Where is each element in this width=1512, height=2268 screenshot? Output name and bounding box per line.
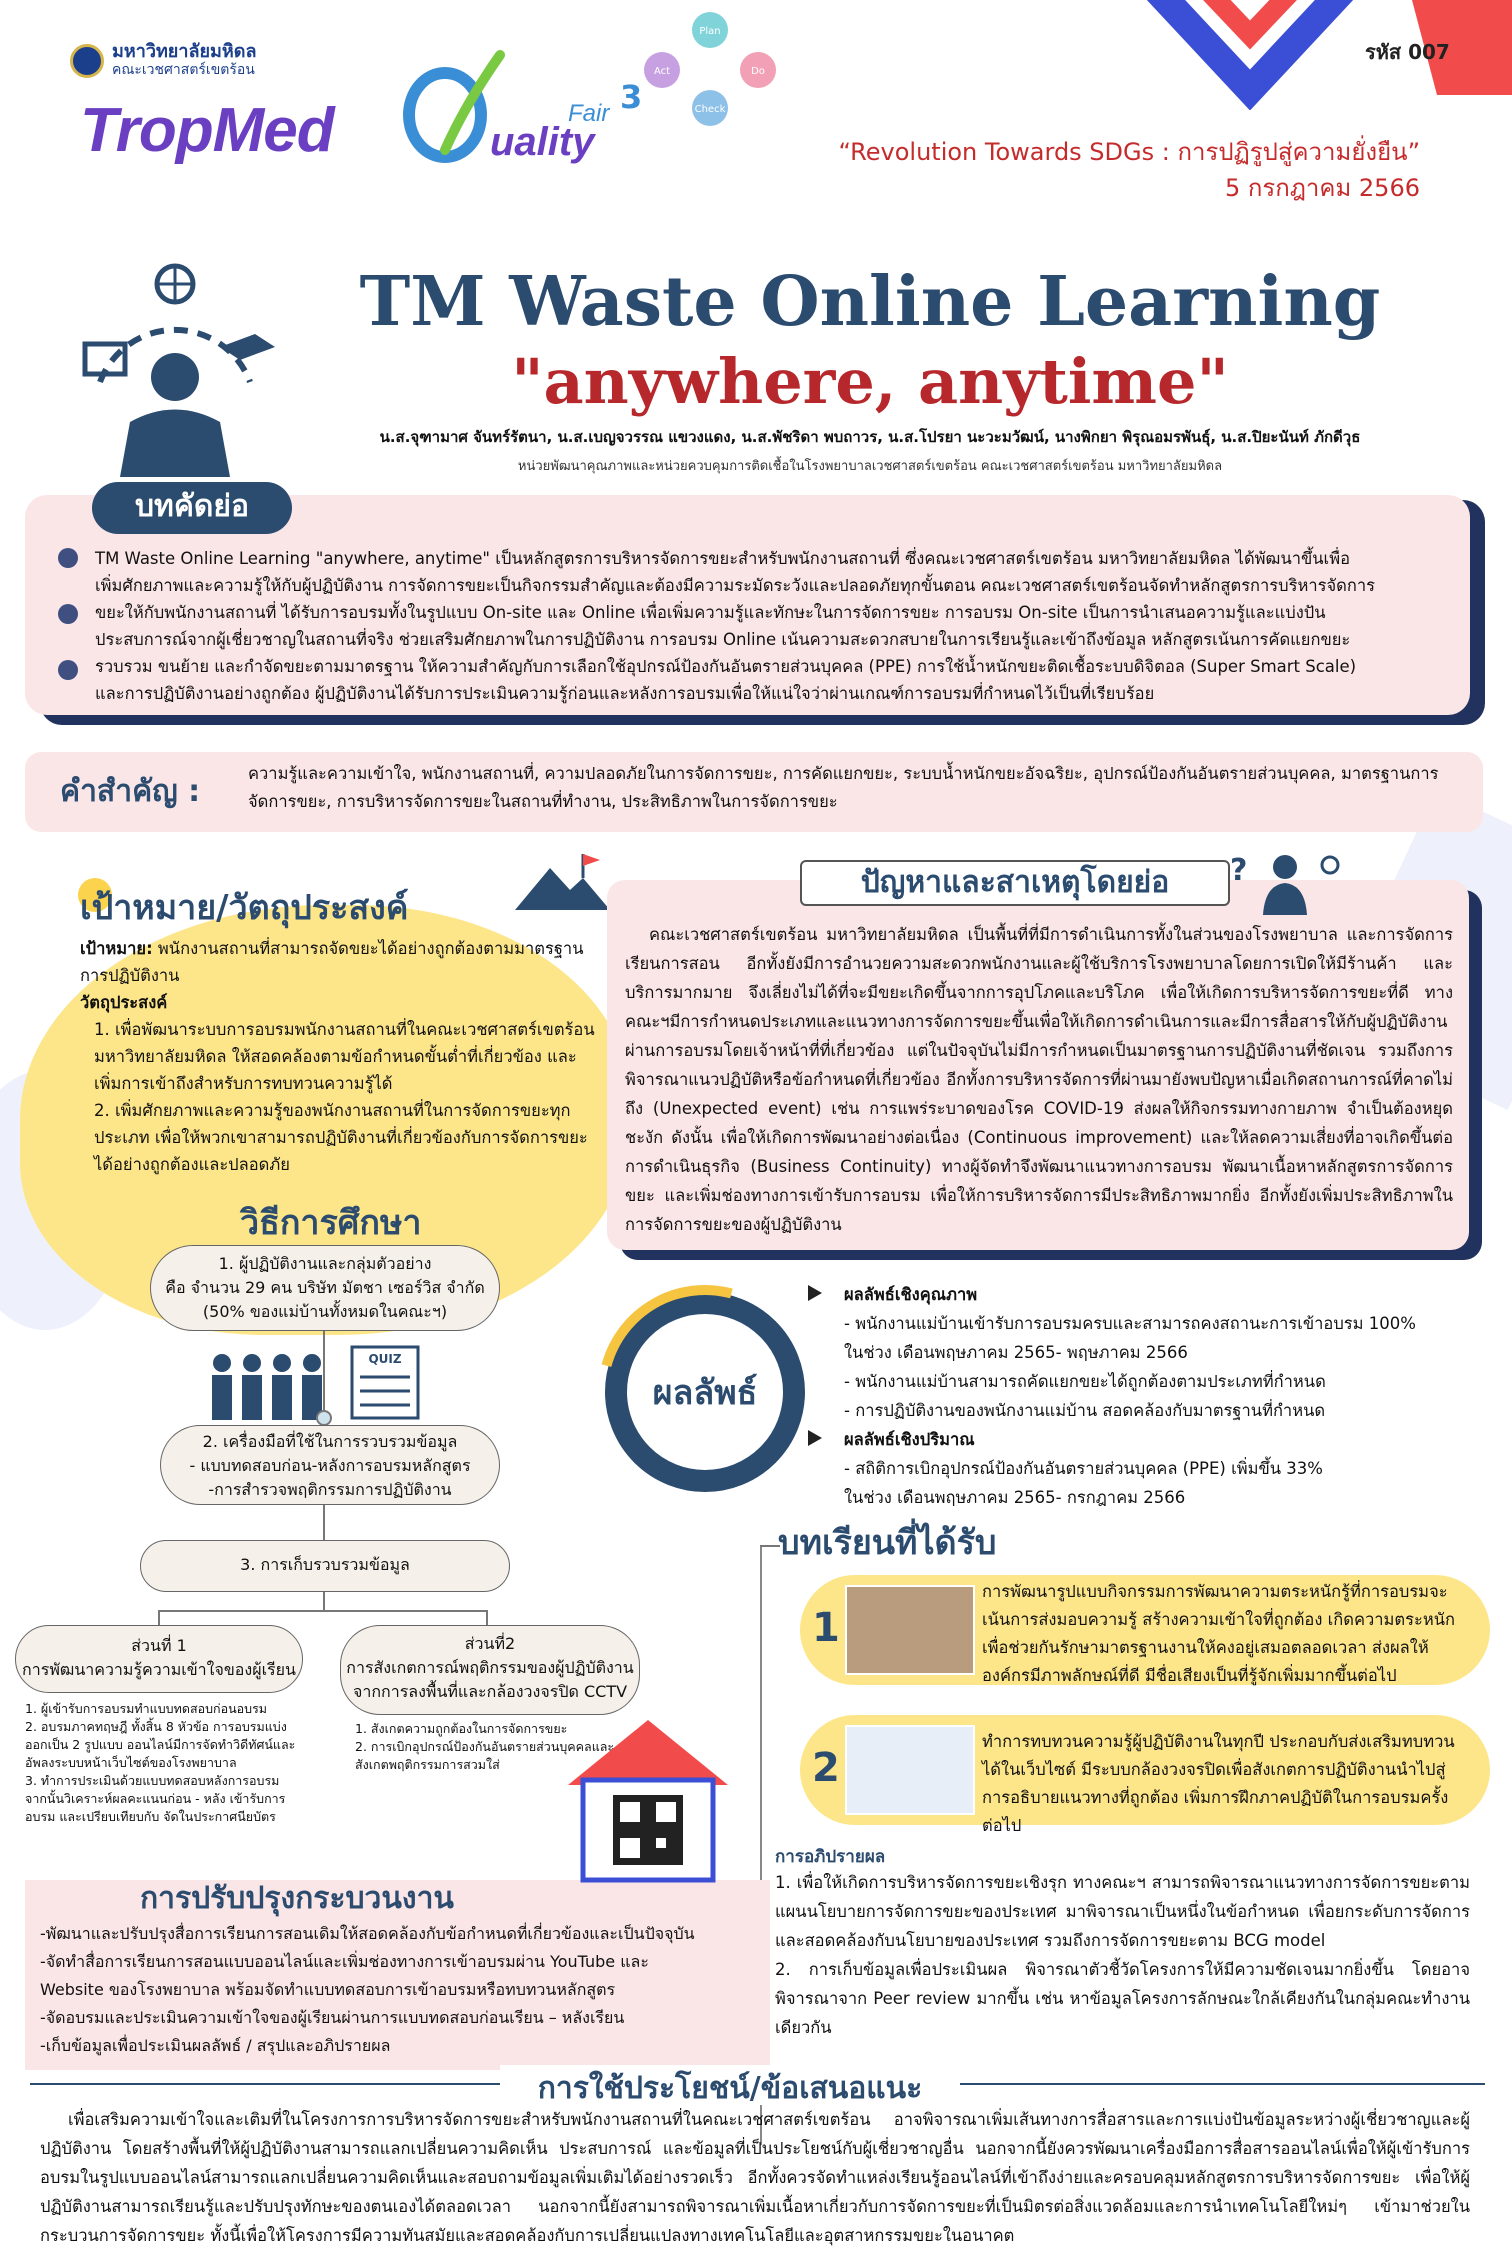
detail-line: อบรม และเปรียบเทียบกับ จัดในประกาศนียบัตร [25, 1809, 276, 1824]
house-qr-icon [548, 1710, 748, 1885]
connector-line [323, 1592, 325, 1612]
decorative-chevron [1100, 0, 1400, 110]
svg-text:?: ? [1230, 853, 1248, 888]
pdca-plan: Plan [699, 26, 721, 37]
pdca-cycle-icon [640, 8, 780, 128]
keywords-text: ความรู้และความเข้าใจ, พนักงานสถานที่, ความปลอดภัยในการจัดการขยะ, การคัดแยกขยะ, ระบบน้ำหนักขยะอัจฉริยะ, อุปกรณ์ป้องกันอันตรายส่วนบุคคล, มาตรฐานการจัดการขยะ, การบริหารจัดการขยะในสถานที่ทำงาน, ประสิทธิภาพในการจัดการขยะ [248, 764, 1439, 811]
pdca-do: Do [751, 66, 765, 77]
method-step-2 [160, 1425, 500, 1505]
brand-number: 3 [620, 78, 643, 116]
problem-text: คณะเวชศาสตร์เขตร้อน มหาวิทยาลัยมหิดล เป็นพื้นที่ที่มีการดำเนินการทั้งในส่วนของโรงพยาบาล และการจัดการเรียนการสอน อีกทั้งยังมีการอำนวยความสะดวกพนักงานและผู้ใช้บริการโรงพยาบาลโดยการเปิดให้มีร้านค้า และบริการมากมาย จึงเลี่ยงไม่ได้ที่จะมีขยะเกิดขึ้นจากการอุปโภคและบริโภค เพื่อให้เกิดการบริหารจัดการขยะที่ดี ทางคณะฯมีการกำหนดประเภทและแนวทางการจัดการขยะขึ้นเพื่อให้เกิดการดำเนินการและมีการสื่อสารให้กับผู้ปฏิบัติงานผ่านการอบรมโดยเจ้าหน้าที่ที่เกี่ยวข้อง แต่ในปัจจุบันไม่มีการกำหนดเป็นมาตรฐานการปฏิบัติงานที่ชัดเจน รวมถึงการพิจารณาแนวปฏิบัติหรือข้อกำหนดที่เกี่ยวข้อง อีกทั้งการบริหารจัดการที่ผ่านมายังพบปัญหาเมื่อเกิดสถานการณ์ที่คาดไม่ถึง (Unexpected event) เช่น การแพร่ระบาดของโรค COVID-19 ส่งผลให้กิจกรรมทางกายภาพ จำเป็นต้องหยุดชะงัก ดังนั้น เพื่อให้เกิดการพัฒนาอย่างต่อเนื่อง (Continuous improvement) และให้ลดความเสี่ยงที่อาจเกิดขึ้นต่อการดำเนินธุรกิจ (Business Continuity) ทางผู้จัดทำจึงพัฒนาแนวทางการอบรม พัฒนาเนื้อหาหลักสูตรการจัดการขยะ และเพิ่มช่องทางการเข้ารับการอบรม เพื่อให้การบริหารจัดการมีประสิทธิภาพมากยิ่ง อีกทั้งยังเพิ่มประสิทธิภาพในการจัดการขยะของผู้ปฏิบัติงาน [625, 925, 1453, 1234]
detail-line: 3. ทำการประเมินด้วยแบบทดสอบหลังการอบรม [25, 1773, 280, 1788]
method-heading: วิธีการศึกษา [240, 1203, 422, 1243]
poster-subtitle: "anywhere, anytime" [511, 345, 1229, 418]
quantity-heading: ผลลัพธ์เชิงปริมาณ [844, 1430, 975, 1449]
improvement-line: -พัฒนาและปรับปรุงสื่อการเรียนการสอนเดิมให้สอดคล้องกับข้อกำหนดที่เกี่ยวข้องและเป็นปัจจุบัน [40, 1924, 695, 1943]
method-part-line: การพัฒนาความรู้ความเข้าใจของผู้เรียน [22, 1660, 296, 1679]
faculty-name: คณะเวชศาสตร์เขตร้อน [112, 62, 255, 78]
abstract-text [95, 545, 1455, 707]
result-line: - การปฏิบัติงานของพนักงานแม่บ้าน สอดคล้องกับมาตรฐานที่กำหนด [844, 1401, 1326, 1420]
authors: น.ส.จุฑามาศ จันทร์รัตนา, น.ส.เบญจวรรณ แขวงแดง, น.ส.พัชริดา พบถาวร, น.ส.โปรยา นะวะมวัฒน์, นางพิกยา พิรุณอมรพันธุ์, น.ส.ปิยะนันท์ ภักดีวุธ [379, 428, 1361, 446]
method-part-1 [15, 1625, 303, 1693]
results-label: ผลลัพธ์ [652, 1373, 758, 1413]
brand-tropmed: TropMed [80, 96, 334, 165]
connector-line [323, 1505, 325, 1545]
method-part-line: ส่วนที่2 [464, 1634, 516, 1653]
abstract-line: ขยะให้กับพนักงานสถานที่ ได้รับการอบรมทั้งในรูปแบบ On-site และ Online เพื่อเพิ่มความรู้และทักษะในการจัดการขยะ การอบรม On-site เป็นการนำเสนอความรู้และแบ่งปัน [95, 603, 1326, 622]
university-name: มหาวิทยาลัยมหิดล [112, 41, 257, 62]
bullet-icon [58, 548, 78, 568]
method-part-2 [340, 1625, 640, 1715]
detail-line: 2. อบรมภาคทฤษฎี ทั้งสิ้น 8 หัวข้อ การอบรมแบ่ง [25, 1719, 287, 1734]
goal-line [80, 935, 600, 989]
lesson-text: การพัฒนารูปแบบกิจกรรมการพัฒนาความตระหนักรู้ที่การอบรมจะเน้นการส่งมอบความรู้ สร้างความเข้าใจที่ถูกต้อง เกิดความตระหนักเพื่อช่วยกันรักษามาตรฐานงานให้คงอยู่เสมอตลอดเวลา ส่งผลให้องค์กรมีภาพลักษณ์ที่ดี มีชื่อเสียงเป็นที่รู้จักเพิ่มมากขึ้นต่อไป [982, 1582, 1456, 1685]
people-group-icon [200, 1345, 330, 1425]
part-1-details [25, 1700, 335, 1826]
result-line: ในช่วง เดือนพฤษภาคม 2565- พฤษภาคม 2566 [844, 1343, 1188, 1362]
lessons-heading: บทเรียนที่ได้รับ [778, 1523, 997, 1563]
method-step-line: คือ จำนวน 29 คน บริษัท มัตชา เซอร์วิส จำกัด [165, 1278, 485, 1297]
quiz-label: QUIZ [368, 1352, 402, 1366]
result-line: ในช่วง เดือนพฤษภาคม 2565- กรกฎาคม 2566 [844, 1488, 1186, 1507]
quality-heading: ผลลัพธ์เชิงคุณภาพ [844, 1285, 978, 1304]
method-step-line: 1. ผู้ปฏิบัติงานและกลุ่มตัวอย่าง [218, 1254, 432, 1273]
slogan: “Revolution Towards SDGs : การปฏิรูปสู่ความยั่งยืน” [838, 138, 1420, 166]
method-part-line: จากการลงพื้นที่และกล้องวงจรปิด CCTV [352, 1682, 628, 1701]
objective-label: วัตถุประสงค์ [80, 993, 168, 1012]
improvement-line: Website ของโรงพยาบาล พร้อมจัดทำแบบทดสอบการเข้าอบรมหรือทบทวนหลักสูตร [40, 1980, 616, 1999]
detail-line: 1. ผู้เข้ารับการอบรมทำแบบทดสอบก่อนอบรม [25, 1701, 268, 1716]
abstract-line: ประสบการณ์จากผู้เชี่ยวชาญในสถานที่จริง ช่วยเสริมศักยภาพในการปฏิบัติงาน การอบรม Online เน้นความสะดวกสบายในการเรียนรู้และเข้าถึงข้อมูล หลักสูตรเน้นการคัดแยกขยะ [95, 630, 1351, 649]
thinking-person-icon [1225, 845, 1345, 915]
connector-line [158, 1610, 488, 1612]
quality-q-logo-icon [395, 45, 505, 165]
goals-text [80, 935, 600, 1178]
result-line: - สถิติการเบิกอุปกรณ์ป้องกันอันตรายส่วนบุคคล (PPE) เพิ่มขึ้น 33% [844, 1459, 1323, 1478]
goal-text: พนักงานสถานที่สามารถจัดขยะได้อย่างถูกต้องตามมาตรฐานการปฏิบัติงาน [80, 939, 584, 985]
usage-text: เพื่อเสริมความเข้าใจและเติมที่ในโครงการการบริหารจัดการขยะสำหรับพนักงานสถานที่ในคณะเวชศาสตร์เขตร้อน อาจพิจารณาเพิ่มเส้นทางการสื่อสารและการแบ่งปันข้อมูลระหว่างผู้เชี่ยวชาญและผู้ปฏิบัติงาน โดยสร้างพื้นที่ให้ผู้ปฏิบัติงานสามารถแลกเปลี่ยนความคิดเห็น ประสบการณ์ และข้อมูลที่เป็นประโยชน์กับผู้เชี่ยวชาญอื่น นอกจากนี้ยังควรพัฒนาเครื่องมือการสื่อสารออนไลน์เพื่อให้ผู้เข้ารับการอบรมในรูปแบบออนไลน์สามารถแลกเปลี่ยนความคิดเห็นและสอบถามข้อมูลเพิ่มเติมได้อย่างรวดเร็ว อีกทั้งควรจัดทำแหล่งเรียนรู้ออนไลน์ที่เข้าถึงง่ายและครอบคลุมหลักสูตรการบริหารจัดการขยะ เพื่อให้ผู้ปฏิบัติงานสามารถเรียนรู้และปรับปรุงทักษะของตนเองได้ตลอดเวลา นอกจากนี้ยังสามารถพิจารณาเพิ่มเนื้อหาเกี่ยวกับการจัดการขยะที่เป็นมิตรต่อสิ่งแวดล้อมและการนำเทคโนโลยีใหม่ๆ เข้ามาช่วยในกระบวนการจัดการขยะ ทั้งนี้เพื่อให้โครงการมีความทันสมัยและสอดคล้องกับการเปลี่ยนแปลงทางเทคโนโลยีและอุตสาหกรรมขยะในอนาคต [40, 2110, 1470, 2245]
training-photo [845, 1585, 975, 1675]
bullet-icon [58, 604, 78, 624]
improvement-text [40, 1920, 760, 2060]
abstract-heading: บทคัดย่อ [92, 482, 292, 534]
result-line: - พนักงานแม่บ้านเข้ารับการอบรมครบและสามารถคงสถานะการเข้าอบรม 100% [844, 1314, 1416, 1333]
poster-title: TM Waste Online Learning [359, 262, 1381, 342]
bullet-icon [58, 660, 78, 680]
university-seal-icon [70, 44, 104, 78]
abstract-line: TM Waste Online Learning "anywhere, anytime" เป็นหลักสูตรการบริหารจัดการขยะสำหรับพนักงานสถานที่ ซึ่งคณะเวชศาสตร์เขตร้อน มหาวิทยาลัยมหิดล ได้พัฒนาขึ้นเพื่อ [95, 549, 1350, 568]
code-badge: รหัส 007 [1365, 40, 1450, 64]
detail-line: จากนั้นวิเคราะห์ผลคะแนนก่อน - หลัง เข้ารับการ [25, 1791, 286, 1806]
objective-item: 2. เพิ่มศักยภาพและความรู้ของพนักงานสถานที่ในการจัดการขยะทุกประเภท เพื่อให้พวกเขาสามารถปฏิบัติงานที่เกี่ยวข้องกับการจัดการขยะได้อย่างถูกต้องและปลอดภัย [94, 1101, 588, 1174]
method-step-3: 3. การเก็บรวบรวมข้อมูล [140, 1540, 510, 1592]
problem-heading: ปัญหาและสาเหตุโดยย่อ [800, 860, 1230, 906]
keywords-label: คำสำคัญ : [60, 774, 201, 809]
event-date: 5 กรกฎาคม 2566 [1224, 174, 1420, 202]
method-step-line: - แบบทดสอบก่อน-หลังการอบรมหลักสูตร [189, 1456, 471, 1475]
improvement-line: -เก็บข้อมูลเพื่อประเมินผลลัพธ์ / สรุปและอภิปรายผล [40, 2036, 391, 2055]
lesson-number: 1 [812, 1605, 840, 1651]
goal-label: เป้าหมาย: [80, 939, 153, 958]
lessons-bracket [760, 1545, 780, 1547]
lesson-text: ทำการทบทวนความรู้ผู้ปฏิบัติงานในทุกปี ประกอบกับส่งเสริมทบทวนได้ในเว็บไซต์ มีระบบกล้องวงจรปิดเพื่อสังเกตการปฏิบัติงานนำไปสู่การอธิบายแนวทางที่ถูกต้อง เพิ่มการฝึกภาคปฏิบัติในการอบรมครั้งต่อไป [982, 1732, 1455, 1835]
website-screenshot [845, 1725, 975, 1815]
abstract-line: รวบรวม ขนย้าย และกำจัดขยะตามมาตรฐาน ให้ความสำคัญกับการเลือกใช้อุปกรณ์ป้องกันอันตรายส่วนบุคคล (PPE) การใช้น้ำหนักขยะติดเชื้อระบบดิจิตอล (Super Smart Scale) [95, 657, 1357, 676]
online-learning-person-icon [70, 262, 280, 482]
detail-line: ออกเป็น 2 รูปแบบ ออนไลน์มีการจัดทำวิดีทัศน์และ [25, 1737, 296, 1752]
goals-heading: เป้าหมาย/วัตถุประสงค์ [80, 888, 409, 928]
method-step-line: 2. เครื่องมือที่ใช้ในการรวบรวมข้อมูล [202, 1432, 458, 1451]
connector-node-icon [316, 1410, 332, 1426]
brand-fair: Fair [568, 100, 610, 127]
abstract-line: และการปฏิบัติงานอย่างถูกต้อง ผู้ปฏิบัติงานได้รับการประเมินความรู้ก่อนและหลังการอบรมเพื่อให้แน่ใจว่าผ่านเกณฑ์การอบรมที่กำหนดไว้เป็นที่เรียบร้อย [95, 684, 1155, 703]
discussion-text: 1. เพื่อให้เกิดการบริหารจัดการขยะเชิงรุก ทางคณะฯ สามารถพิจารณาแนวทางการจัดการขยะตามแผนนโยบายการจัดการขยะของประเทศ มาพิจารณาเป็นหนึ่งในข้อกำหนด เพื่อยกระดับการจัดการและสอดคล้องกับนโยบายของประเทศ รวมถึงการจัดการขยะตาม BCG model 2. การเก็บข้อมูลเพื่อประเมินผล พิจารณาตัวชี้วัดโครงการให้มีความชัดเจนมากยิ่งขึ้น โดยอาจพิจารณาจาก Peer review มากขึ้น เช่น หาข้อมูลโครงการลักษณะใกล้เคียงกันในกลุ่มคณะทำงานเดียวกัน [775, 1873, 1470, 2037]
method-part-line: ส่วนที่ 1 [131, 1636, 187, 1655]
objective-item: 1. เพื่อพัฒนาระบบการอบรมพนักงานสถานที่ในคณะเวชศาสตร์เขตร้อน มหาวิทยาลัยมหิดล ให้สอดคล้องตามข้อกำหนดขั้นต่ำที่เกี่ยวข้อง และเพิ่มการเข้าถึงสำหรับการทบทวนความรู้ได้ [94, 1020, 595, 1093]
method-step-line: -การสำรวจพฤติกรรมการปฏิบัติงาน [208, 1480, 452, 1499]
detail-line: สังเกตพฤติกรรมการสวมใส่ [355, 1757, 500, 1772]
improvement-line: -จัดทำสื่อการเรียนการสอนแบบออนไลน์และเพิ่มช่องทางการเข้าอบรมผ่าน YouTube และ [40, 1952, 649, 1971]
pdca-act: Act [653, 66, 671, 77]
quiz-icon [350, 1345, 420, 1420]
detail-line: 2. การเบิกอุปกรณ์ป้องกันอันตรายส่วนบุคคลและ [355, 1739, 615, 1754]
result-line: - พนักงานแม่บ้านสามารถคัดแยกขยะได้ถูกต้องตามประเภทที่กำหนด [844, 1372, 1326, 1391]
method-step-line: (50% ของแม่บ้านทั้งหมดในคณะฯ) [202, 1302, 448, 1321]
improvement-heading: การปรับปรุงกระบวนงาน [140, 1881, 454, 1916]
improvement-line: -จัดอบรมและประเมินความเข้าใจของผู้เรียนผ่านการแบบทดสอบก่อนเรียน – หลังเรียน [40, 2008, 625, 2027]
brand-uality: uality [490, 120, 595, 164]
discussion-heading: การอภิปรายผล [775, 1847, 886, 1867]
method-step-1 [150, 1245, 500, 1331]
method-part-line: การสังเกตการณ์พฤติกรรมของผู้ปฏิบัติงาน [346, 1658, 634, 1677]
abstract-line: เพิ่มศักยภาพและความรู้ให้กับผู้ปฏิบัติงาน การจัดการขยะเป็นกิจกรรมสำคัญและต้องมีความระมัดระวังและปลอดภัยทุกขั้นตอน คณะเวชศาสตร์เขตร้อนจัดทำหลักสูตรการบริหารจัดการ [95, 576, 1376, 595]
lesson-number: 2 [812, 1745, 840, 1791]
results-text [808, 1280, 1468, 1512]
pdca-check: Check [694, 104, 726, 115]
detail-line: อัพลงระบบหน้าเว็บไซต์ของโรงพยาบาล [25, 1755, 237, 1770]
affiliation: หน่วยพัฒนาคุณภาพและหน่วยควบคุมการติดเชื้อในโรงพยาบาลเวชศาสตร์เขตร้อน คณะเวชศาสตร์เขตร้อน มหาวิทยาลัยมหิดล [517, 459, 1223, 474]
mountain-flag-icon [515, 850, 610, 910]
usage-heading: การใช้ประโยชน์/ข้อเสนอแนะ [500, 2065, 960, 2105]
detail-line: 1. สังเกตความถูกต้องในการจัดการขยะ [355, 1721, 568, 1736]
